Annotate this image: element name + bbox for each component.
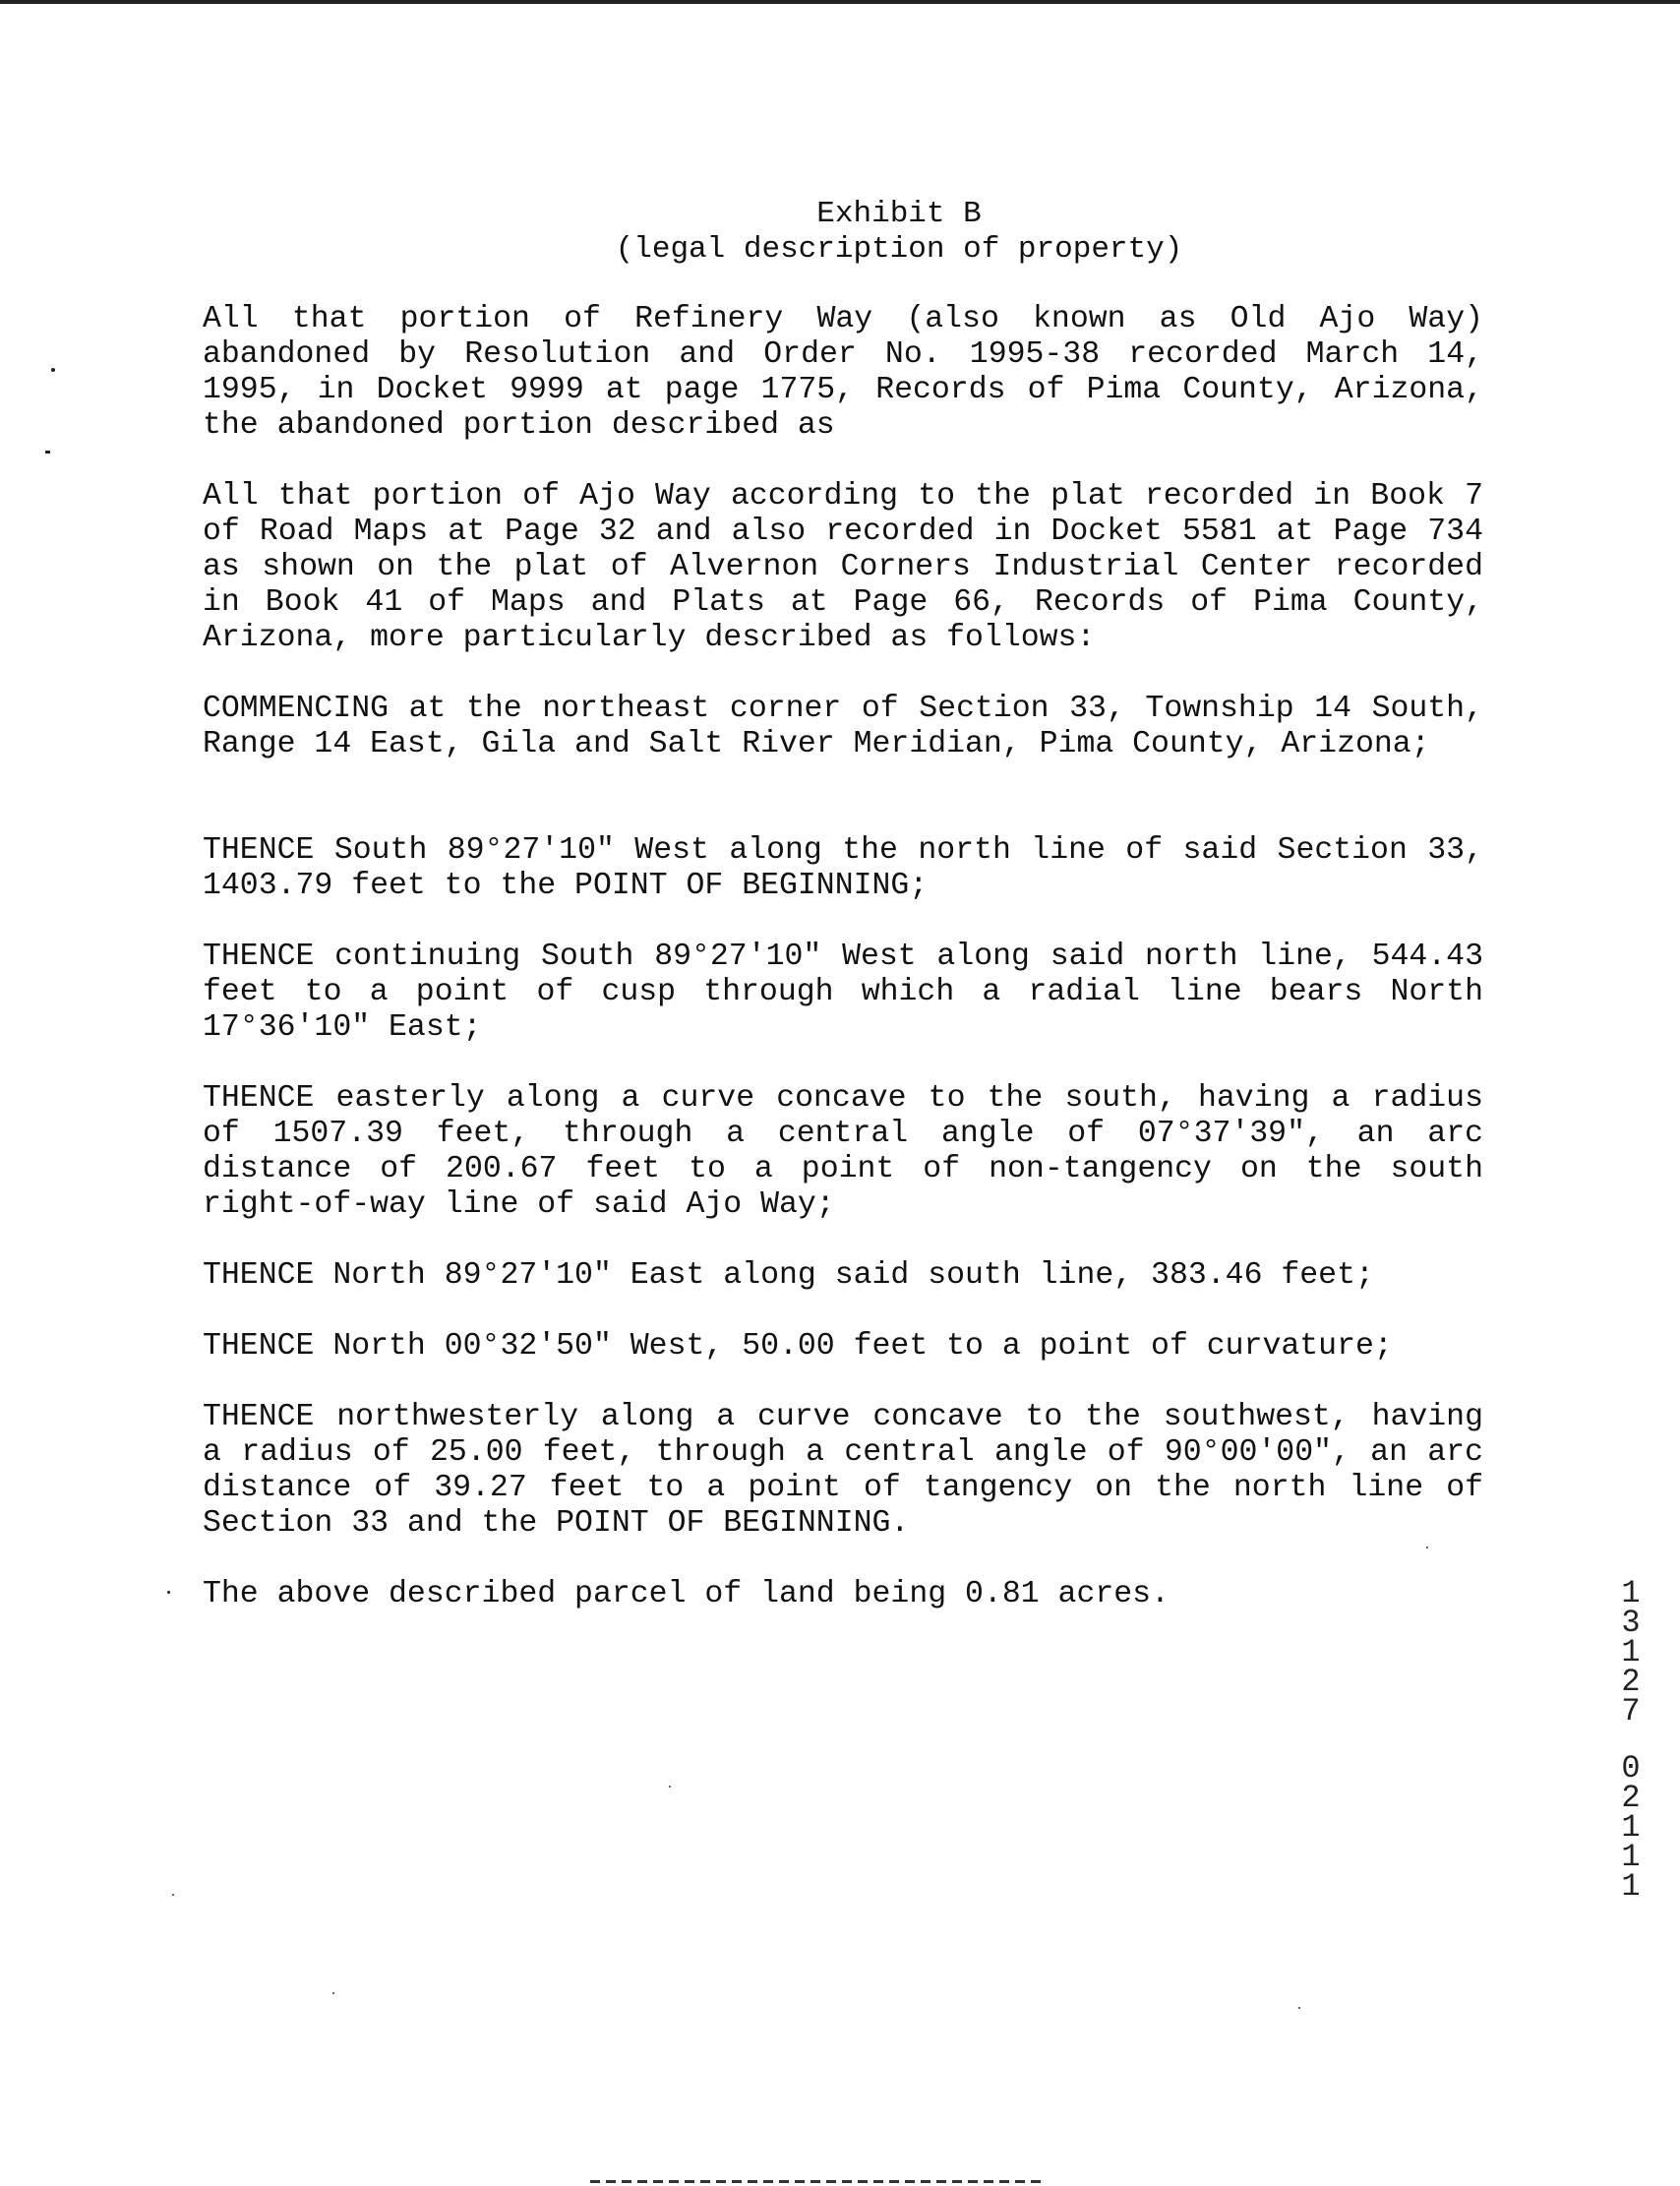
scan-speck (669, 1786, 671, 1788)
paragraph-acreage: The above described parcel of land being 0.81 acres. (203, 1577, 1170, 1611)
paragraph-ajo-way: All that portion of Ajo Way according to the plat recorded in Book 7 of Road Maps at Page 32 and also recorded in Docket 5581 at Page 734 as shown on the plat of Alvernon Corners Industrial Center recorded in Book 41 of Maps and Plats at Page 66, Records of Pima County, Arizona, more particularly described as follows: (203, 479, 1483, 655)
paragraph-thence-1: THENCE South 89°27'10" West along the north line of said Section 33, 1403.79 feet to the POINT OF BEGINNING; (203, 833, 1483, 903)
scan-speck (1426, 1547, 1428, 1548)
paragraph-thence-4: THENCE North 89°27'10" East along said south line, 383.46 feet; (203, 1258, 1374, 1293)
paragraph-thence-2: THENCE continuing South 89°27'10" West along said north line, 544.43 feet to a point of cusp through which a radial line bears North 17°36'10" East; (203, 940, 1483, 1045)
scan-edge (0, 0, 1680, 4)
scan-edge (590, 2180, 1043, 2183)
paragraph-abandonment: All that portion of Refinery Way (also known as Old Ajo Way) abandoned by Resolution and Order No. 1995-38 recorded March 14, 1995, in Docket 9999 at page 1775, Records of Pima County, Arizona, the abandoned portion described as (203, 302, 1483, 443)
paragraph-commencing: COMMENCING at the northeast corner of Section 33, Township 14 South, Range 14 East, Gila and Salt River Meridian, Pima County, Arizona; (203, 692, 1483, 761)
margin-dot (167, 1591, 170, 1594)
scan-speck (1298, 2007, 1300, 2009)
recording-stamp: 1 3 1 2 7 0 2 1 1 1 (1621, 1575, 1641, 1905)
margin-dash (45, 451, 50, 454)
paragraph-thence-6: THENCE northwesterly along a curve concave to the southwest, having a radius of 25.00 feet, through a central angle of 90°00'00", an arc distance of 39.27 feet to a point of tangency on the north line of Section 33 and the POINT OF BEGINNING. (203, 1400, 1483, 1541)
scan-speck (332, 1992, 334, 1994)
margin-dot (51, 368, 55, 372)
document-subtitle: (legal description of property) (615, 232, 1183, 267)
paragraph-thence-5: THENCE North 00°32'50" West, 50.00 feet to a point of curvature; (203, 1329, 1393, 1364)
document-title: Exhibit B (816, 197, 982, 231)
scan-speck (172, 1894, 174, 1896)
paragraph-thence-3: THENCE easterly along a curve concave to the south, having a radius of 1507.39 feet, through a central angle of 07°37'39", an arc distance of 200.67 feet to a point of non-tangency on the south right-of-way line of said Ajo Way; (203, 1081, 1483, 1222)
